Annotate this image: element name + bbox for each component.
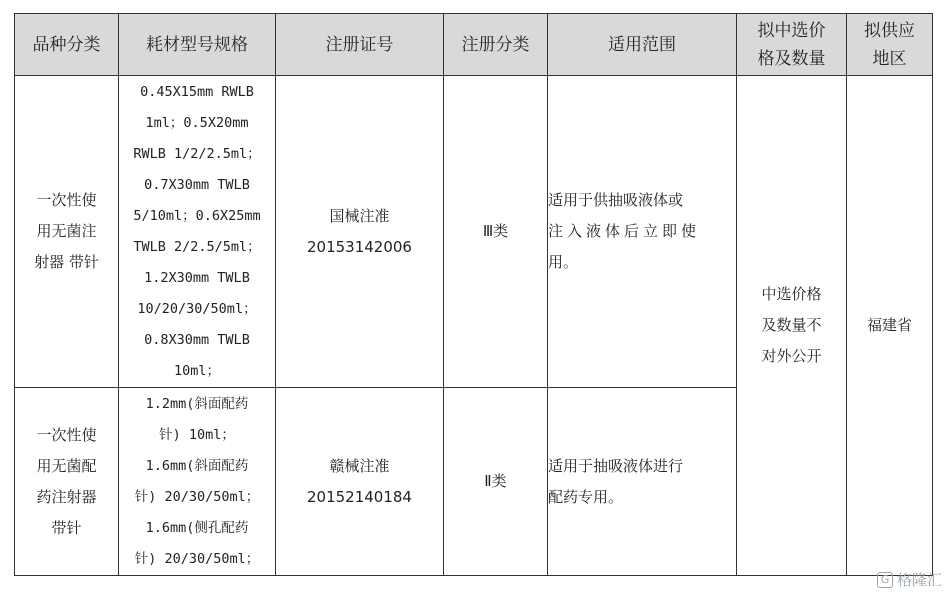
header-region: 拟供应 地区 <box>847 14 933 76</box>
header-spec: 耗材型号规格 <box>119 14 276 76</box>
cell-price-qty: 中选价格 及数量不 对外公开 <box>737 76 847 576</box>
watermark <box>877 569 942 590</box>
cell-reg-no: 赣械注准 20152140184 <box>276 388 444 576</box>
cell-spec: 0.45X15mm RWLB 1ml；0.5X20mm RWLB 1/2/2.5ml； 0.7X30mm TWLB 5/10ml；0.6X25mm TWLB 2/2.5/5ml； 1.2X30mm TWLB 10/20/30/50ml； 0.8X30mm TWLB 10ml； <box>119 76 276 388</box>
header-reg-no: 注册证号 <box>276 14 444 76</box>
cell-scope: 适用于抽吸液体进行 配药专用。 <box>548 388 737 576</box>
table-row <box>15 76 933 388</box>
header-row <box>15 14 933 76</box>
watermark-text: 格隆汇 <box>896 571 942 589</box>
cell-category: 一次性使 用无菌注 射器 带针 <box>15 76 119 388</box>
cell-category: 一次性使 用无菌配 药注射器 带针 <box>15 388 119 576</box>
header-reg-class: 注册分类 <box>444 14 548 76</box>
cell-reg-class: Ⅲ类 <box>444 76 548 388</box>
cell-reg-no: 国械注准 20153142006 <box>276 76 444 388</box>
gelonghui-logo-icon: G <box>877 572 893 588</box>
cell-region: 福建省 <box>847 76 933 576</box>
cell-scope: 适用于供抽吸液体或 注入液体后立即使 用。 <box>548 76 737 388</box>
cell-spec: 1.2mm(斜面配药 针) 10ml； 1.6mm(斜面配药 针) 20/30/50ml； 1.6mm(侧孔配药 针) 20/30/50ml； <box>119 388 276 576</box>
header-price-qty: 拟中选价 格及数量 <box>737 14 847 76</box>
header-scope: 适用范围 <box>548 14 737 76</box>
cell-reg-class: Ⅱ类 <box>444 388 548 576</box>
header-category: 品种分类 <box>15 14 119 76</box>
product-table <box>14 13 933 576</box>
